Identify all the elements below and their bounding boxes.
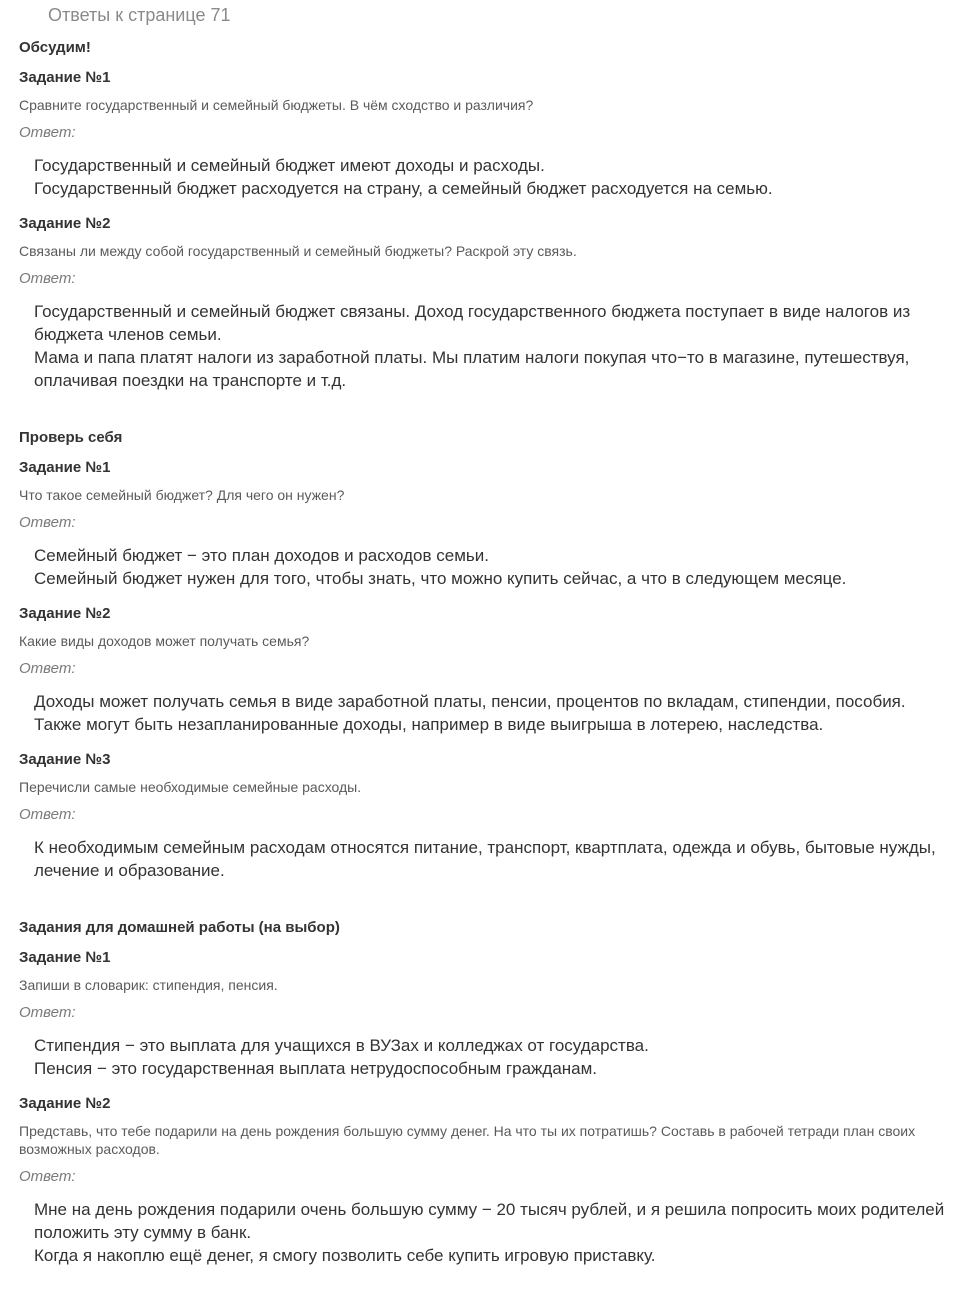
section-title: Задания для домашней работы (на выбор) — [19, 919, 340, 936]
answer-line: Пенсия − это государственная выплата нетрудоспособным гражданам. — [34, 1059, 598, 1078]
answer-label: Ответ: — [19, 124, 76, 141]
page-title: Ответы к странице 71 — [48, 5, 231, 25]
task-title: Задание №2 — [19, 605, 111, 622]
section-check-yourself — [19, 428, 964, 882]
answer-line: Семейный бюджет − это план доходов и расходов семьи. — [34, 546, 489, 565]
task — [19, 604, 964, 736]
task-question: Что такое семейный бюджет? Для чего он нужен? — [19, 487, 345, 503]
answer-body — [19, 1034, 964, 1080]
section-title: Проверь себя — [19, 429, 123, 446]
answer-label: Ответ: — [19, 270, 76, 287]
task-question: Представь, что тебе подарили на день рождения большую сумму денег. На что ты их потратишь? Составь в рабочей тетради план своих возможных расходов. — [19, 1123, 916, 1157]
answer-line: Стипендия − это выплата для учащихся в ВУЗах и колледжах от государства. — [34, 1036, 649, 1055]
task-title: Задание №3 — [19, 751, 111, 768]
answer-line: Доходы может получать семья в виде заработной платы, пенсии, процентов по вкладам, стипендии, пособия. — [34, 692, 906, 711]
answer-line: Государственный бюджет расходуется на страну, а семейный бюджет расходуется на семью. — [34, 179, 773, 198]
task-question: Связаны ли между собой государственный и семейный бюджеты? Раскрой эту связь. — [19, 243, 577, 259]
task-title: Задание №1 — [19, 459, 111, 476]
answer-body — [19, 154, 964, 200]
task-question: Какие виды доходов может получать семья? — [19, 633, 310, 649]
task — [19, 458, 964, 590]
task — [19, 750, 964, 882]
answer-body — [19, 300, 964, 392]
answer-line: Также могут быть незапланированные доходы, например в виде выигрыша в лотерею, наследства. — [34, 715, 824, 734]
task — [19, 214, 964, 392]
answer-line: Государственный и семейный бюджет имеют доходы и расходы. — [34, 156, 545, 175]
task-question: Перечисли самые необходимые семейные расходы. — [19, 779, 362, 795]
task-title: Задание №1 — [19, 69, 111, 86]
answer-label: Ответ: — [19, 1168, 76, 1185]
answer-line: Мама и папа платят налоги из заработной платы. Мы платим налоги покупая что−то в магазине, путешествуя, оплачивая поездки на транспорте и т.д. — [34, 348, 910, 390]
answer-label: Ответ: — [19, 806, 76, 823]
section-title: Обсудим! — [19, 39, 91, 56]
section-homework — [19, 918, 964, 1267]
task-title: Задание №2 — [19, 1095, 111, 1112]
task-question: Запиши в словарик: стипендия, пенсия. — [19, 977, 278, 993]
task-title: Задание №2 — [19, 215, 111, 232]
answer-label: Ответ: — [19, 514, 76, 531]
answers-content — [19, 38, 964, 1267]
answer-line: Семейный бюджет нужен для того, чтобы знать, что можно купить сейчас, а что в следующем месяце. — [34, 569, 847, 588]
task-title: Задание №1 — [19, 949, 111, 966]
answer-line: Мне на день рождения подарили очень большую сумму − 20 тысяч рублей, и я решила попросить моих родителей положить эту сумму в банк. — [34, 1200, 945, 1242]
answer-body — [19, 690, 964, 736]
answer-body — [19, 544, 964, 590]
answer-body — [19, 1198, 964, 1267]
task-question: Сравните государственный и семейный бюджеты. В чём сходство и различия? — [19, 97, 534, 113]
answer-label: Ответ: — [19, 660, 76, 677]
answer-label: Ответ: — [19, 1004, 76, 1021]
task — [19, 68, 964, 200]
answer-line: К необходимым семейным расходам относятся питание, транспорт, квартплата, одежда и обувь, бытовые нужды, лечение и образование. — [34, 838, 936, 880]
task — [19, 1094, 964, 1267]
answer-line: Когда я накоплю ещё денег, я смогу позволить себе купить игровую приставку. — [34, 1246, 656, 1265]
answer-line: Государственный и семейный бюджет связаны. Доход государственного бюджета поступает в виде налогов из бюджета членов семьи. — [34, 302, 911, 344]
task — [19, 948, 964, 1080]
answer-body — [19, 836, 964, 882]
section-discuss — [19, 38, 964, 392]
